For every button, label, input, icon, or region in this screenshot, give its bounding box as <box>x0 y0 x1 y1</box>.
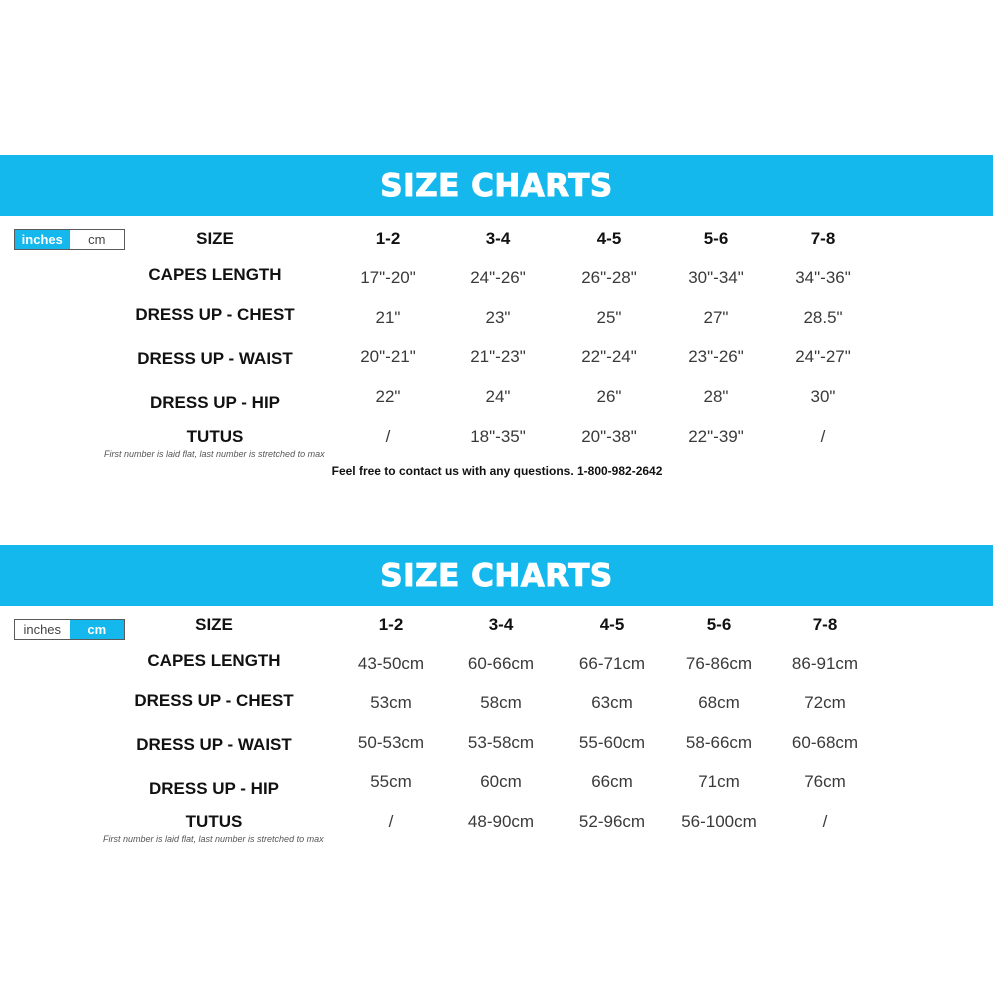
table-cell: 22" <box>375 387 401 406</box>
row-label-capes-length: CAPES LENGTH <box>147 651 281 670</box>
table-cell: 63cm <box>591 693 633 712</box>
size-col-4-5: 4-5 <box>599 615 625 634</box>
row-label-dress-up-waist: DRESS UP - WAIST <box>137 349 293 368</box>
table-cell: 30" <box>810 387 836 406</box>
row-label-dress-up-chest: DRESS UP - CHEST <box>135 305 295 324</box>
table-cell: 48-90cm <box>467 812 535 831</box>
row-label-tutus: TUTUS <box>185 812 243 831</box>
size-chart-banner-cm <box>0 545 993 606</box>
size-col-4-5: 4-5 <box>596 229 622 248</box>
row-label-capes-length: CAPES LENGTH <box>148 265 282 284</box>
table-cell: 34"-36" <box>795 268 851 287</box>
row-label-dress-up-hip: DRESS UP - HIP <box>148 779 280 798</box>
table-cell: 18"-35" <box>470 427 526 446</box>
table-cell: 26" <box>596 387 622 406</box>
table-cell: 60cm <box>480 772 522 791</box>
size-col-7-8: 7-8 <box>812 615 838 634</box>
table-cell: 24" <box>485 387 511 406</box>
table-cell: 17"-20" <box>360 268 416 287</box>
table-cell: 21"-23" <box>470 347 526 366</box>
contact-line: Feel free to contact us with any questions. 1-800-982-2642 <box>331 464 663 478</box>
table-cell: / <box>822 812 828 831</box>
table-cell: 30"-34" <box>688 268 744 287</box>
unit-option-inches[interactable]: inches <box>15 230 70 249</box>
size-col-5-6: 5-6 <box>706 615 732 634</box>
size-chart-title: SIZE CHARTS <box>380 557 613 594</box>
table-cell: 28" <box>703 387 729 406</box>
table-cell: 24"-27" <box>795 347 851 366</box>
table-cell: / <box>388 812 394 831</box>
table-cell: 55cm <box>370 772 412 791</box>
table-cell: 22"-39" <box>688 427 744 446</box>
table-cell: 53cm <box>370 693 412 712</box>
size-col-1-2: 1-2 <box>375 229 401 248</box>
table-cell: 50-53cm <box>357 733 425 752</box>
table-cell: 23"-26" <box>688 347 744 366</box>
table-cell: / <box>820 427 826 446</box>
table-cell: 68cm <box>698 693 740 712</box>
size-col-3-4: 3-4 <box>485 229 511 248</box>
size-header-label: SIZE <box>196 229 234 248</box>
size-chart-title: SIZE CHARTS <box>380 167 613 204</box>
table-cell: 22"-24" <box>581 347 637 366</box>
size-header-label: SIZE <box>195 615 233 634</box>
table-cell: 20"-21" <box>360 347 416 366</box>
table-cell: 28.5" <box>803 308 843 327</box>
table-cell: 66cm <box>591 772 633 791</box>
table-cell: 58-66cm <box>685 733 753 752</box>
table-cell: 26"-28" <box>581 268 637 287</box>
row-label-dress-up-hip: DRESS UP - HIP <box>149 393 281 412</box>
table-cell: 86-91cm <box>791 654 859 673</box>
unit-toggle-inches-chart[interactable] <box>14 229 125 250</box>
table-cell: 72cm <box>804 693 846 712</box>
table-cell: 58cm <box>480 693 522 712</box>
table-cell: 76-86cm <box>685 654 753 673</box>
row-label-dress-up-chest: DRESS UP - CHEST <box>134 691 294 710</box>
table-cell: 53-58cm <box>467 733 535 752</box>
tutu-measure-note: First number is laid flat, last number is stretched to max <box>104 449 325 459</box>
table-cell: 66-71cm <box>578 654 646 673</box>
table-cell: 55-60cm <box>578 733 646 752</box>
table-cell: 23" <box>485 308 511 327</box>
table-cell: 21" <box>375 308 401 327</box>
size-col-5-6: 5-6 <box>703 229 729 248</box>
size-col-7-8: 7-8 <box>810 229 836 248</box>
table-cell: 56-100cm <box>681 812 757 831</box>
table-cell: / <box>385 427 391 446</box>
table-cell: 60-68cm <box>791 733 859 752</box>
table-cell: 71cm <box>698 772 740 791</box>
table-cell: 20"-38" <box>581 427 637 446</box>
size-col-1-2: 1-2 <box>378 615 404 634</box>
size-chart-banner-inches <box>0 155 993 216</box>
row-label-tutus: TUTUS <box>186 427 244 446</box>
unit-option-cm[interactable]: cm <box>70 620 125 639</box>
size-col-3-4: 3-4 <box>488 615 514 634</box>
unit-toggle-cm-chart[interactable] <box>14 619 125 640</box>
table-cell: 76cm <box>804 772 846 791</box>
table-cell: 52-96cm <box>578 812 646 831</box>
tutu-measure-note: First number is laid flat, last number is stretched to max <box>103 834 324 844</box>
row-label-dress-up-waist: DRESS UP - WAIST <box>136 735 292 754</box>
table-cell: 27" <box>703 308 729 327</box>
table-cell: 25" <box>596 308 622 327</box>
table-cell: 60-66cm <box>467 654 535 673</box>
table-cell: 43-50cm <box>357 654 425 673</box>
unit-option-cm[interactable]: cm <box>88 232 106 247</box>
unit-option-inches[interactable]: inches <box>23 622 62 637</box>
table-cell: 24"-26" <box>470 268 526 287</box>
